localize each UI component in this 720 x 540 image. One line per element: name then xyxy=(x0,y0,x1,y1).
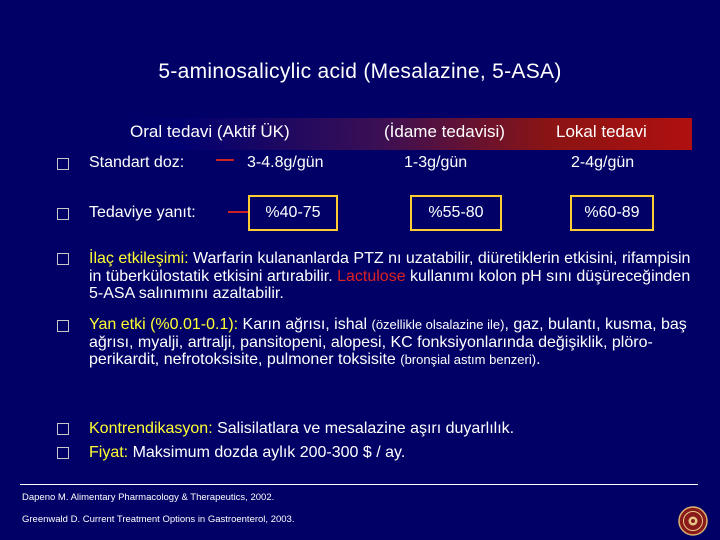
response-maintenance-box: %55-80 xyxy=(410,195,502,231)
side-effect-text-3: . xyxy=(536,351,541,368)
dose-local-value: 2-4g/gün xyxy=(571,154,635,171)
response-local-box: %60-89 xyxy=(570,195,654,231)
contraindication-line xyxy=(89,420,699,438)
side-effect-paragraph xyxy=(89,316,699,369)
footer-divider xyxy=(20,484,698,485)
side-effect-text-2: , gaz, bulantı, kusma, baş ağrısı, myalji, artralji, pansitopeni, alopesi, KC fonksiyonlarında değişiklik, plöro-perikardit, nefrotoksisite, pulmoner toksisite xyxy=(89,316,687,368)
header-local: Lokal tedavi xyxy=(556,122,647,141)
interaction-text-2: kullanımı kolon pH sını düşüreceğinden 5-ASA salınımını azaltabilir. xyxy=(89,267,691,302)
price-label: Fiyat: xyxy=(89,444,129,461)
dose-maintenance-value: 1-3g/gün xyxy=(404,154,468,171)
slide-title: 5-aminosalicylic acid (Mesalazine, 5-ASA) xyxy=(158,60,562,83)
price-line xyxy=(89,444,699,462)
dose-connector xyxy=(216,159,234,161)
dose-oral-value: 3-4.8g/gün xyxy=(247,154,324,171)
reference-1: Dapeno M. Alimentary Pharmacology & Therapeutics, 2002. xyxy=(22,492,275,503)
response-oral-box: %40-75 xyxy=(248,195,338,231)
interaction-text: Warfarin kulananlarda PTZ nı uzatabilir, diüretiklerin etkisini, rifampisin in tüberkülostatik etkisini artırabilir. xyxy=(89,250,691,285)
header-maintenance: (İdame tedavisi) xyxy=(384,122,505,141)
contraindication-text: Salisilatlara ve mesalazine aşırı duyarlılık. xyxy=(212,420,515,437)
side-effect-text: Karın ağrısı, ishal xyxy=(238,316,372,333)
side-effect-note-2: (bronşial astım benzeri) xyxy=(400,352,537,367)
side-effect-label: Yan etki (%0.01-0.1): xyxy=(89,316,239,333)
side-effect-note-1: (özellikle olsalazine ile) xyxy=(371,317,505,332)
bullet-icon xyxy=(57,208,69,220)
bullet-icon xyxy=(57,320,69,332)
lactulose-highlight: Lactulose xyxy=(337,267,406,285)
bullet-icon xyxy=(57,253,69,265)
response-label: Tedaviye yanıt: xyxy=(89,204,196,221)
interaction-label: İlaç etkileşimi: xyxy=(89,250,189,267)
response-connector xyxy=(228,211,248,213)
contraindication-label: Kontrendikasyon: xyxy=(89,420,213,437)
dose-label: Standart doz: xyxy=(89,154,185,171)
bullet-icon xyxy=(57,423,69,435)
bullet-icon xyxy=(57,447,69,459)
price-text: Maksimum dozda aylık 200-300 $ / ay. xyxy=(128,444,406,461)
reference-2: Greenwald D. Current Treatment Options in Gastroenterol, 2003. xyxy=(22,514,295,525)
header-oral-active: Oral tedavi (Aktif ÜK) xyxy=(130,122,290,141)
interaction-paragraph xyxy=(89,250,699,303)
university-seal-icon xyxy=(678,506,708,536)
bullet-icon xyxy=(57,158,69,170)
